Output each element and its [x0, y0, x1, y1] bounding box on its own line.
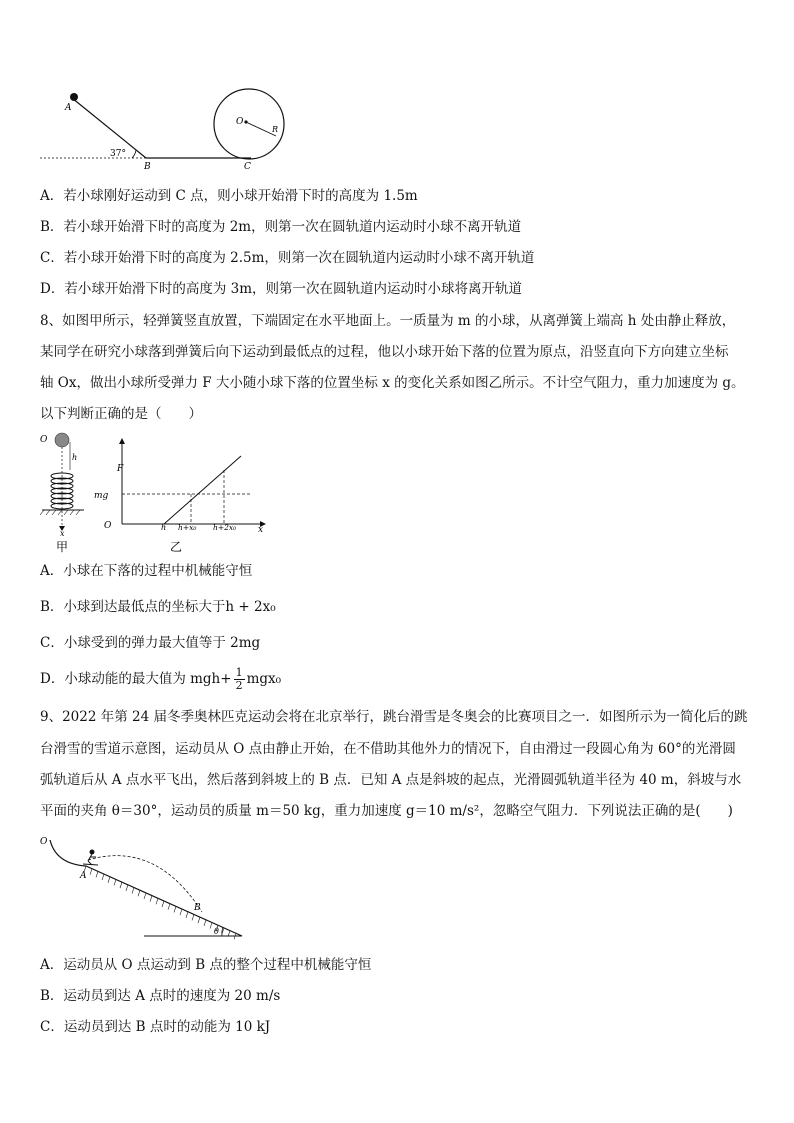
q8-option-c: C．小球受到的弹力最大值等于 2mg — [40, 635, 261, 651]
q8-option-d — [40, 664, 281, 694]
yi-caption: 乙 — [170, 540, 183, 554]
skier-icon — [83, 850, 98, 865]
slope-hatch — [204, 920, 206, 926]
q9-option-b: B．运动员到达 A 点时的速度为 20 m/s — [40, 988, 281, 1004]
ski-jump-figure — [36, 830, 248, 942]
q8-stem-line-4: 以下判断正确的是（ ） — [40, 406, 202, 422]
q8-option-b: B．小球到达最低点的坐标大于h + 2x₀ — [40, 599, 276, 615]
q8-stem-line-2: 某同学在研究小球落到弹簧后向下运动到最低点的过程，他以小球开始下落的位置为原点，沿竖直向下方向建立坐标 — [40, 344, 729, 360]
slope-hatch — [114, 879, 116, 885]
yi-tick-h: h — [161, 523, 167, 532]
q8-option-d-prefix: D．小球动能的最大值为 mgh+ — [40, 671, 232, 687]
ski-label-theta: θ — [214, 927, 219, 936]
jia-label-h: h — [72, 453, 78, 462]
jia-caption: 甲 — [56, 540, 69, 554]
label-A: A — [65, 103, 72, 113]
angle-label: 37° — [110, 149, 126, 159]
q8-stem-line-1: 8、如图甲所示，轻弹簧竖直放置，下端固定在水平地面上。一质量为 m 的小球，从离弹簧上端高 h 处由静止释放， — [40, 313, 736, 329]
yi-label-mg: mg — [94, 491, 109, 501]
ski-label-B: B — [194, 903, 201, 913]
label-O: O — [236, 117, 244, 127]
fraction-one-half — [234, 667, 245, 692]
incline-loop-figure — [36, 80, 296, 170]
label-R: R — [272, 125, 279, 134]
q8-stem-line-3: 轴 Ox，做出小球所受弹力 F 大小随小球下落的位置坐标 x 的变化关系如图乙所示。不计空气阻力，重力加速度为 g。 — [40, 375, 745, 391]
q7-option-c: C．若小球开始滑下时的高度为 2.5m，则第一次在圆轨道内运动时小球不离开轨道 — [40, 250, 535, 266]
q9-stem-line-1: 9、2022 年第 24 届冬季奥林匹克运动会将在北京举行，跳台滑雪是冬奥会的比赛项目之一．如图所示为一简化后的跳 — [40, 709, 748, 725]
q9-stem-line-4: 平面的夹角 θ＝30°，运动员的质量 m＝50 kg，重力加速度 g＝10 m/s²，忽略空气阻力．下列说法正确的是( ) — [40, 803, 733, 819]
q8-option-a: A．小球在下落的过程中机械能守恒 — [40, 563, 253, 579]
slope-hatch — [192, 914, 194, 920]
slope-hatch — [174, 906, 176, 912]
q9-option-c: C．运动员到达 B 点时的动能为 10 kJ — [40, 1019, 271, 1035]
jia-label-x: x — [60, 529, 65, 538]
slope-hatch — [120, 882, 122, 888]
slope-hatch — [168, 904, 170, 910]
force-line — [164, 456, 241, 524]
q8-option-d-suffix: mgx₀ — [246, 671, 282, 687]
yi-label-O: O — [104, 521, 112, 531]
slope-hatch — [150, 896, 152, 902]
slope-hatch — [210, 923, 212, 929]
jia-label-O: O — [40, 435, 48, 445]
q9-option-a: A．运动员从 O 点运动到 B 点的整个过程中机械能守恒 — [40, 957, 372, 973]
q9-stem-line-3: 弧轨道后从 A 点水平飞出，然后落到斜坡上的 B 点．已知 A 点是斜坡的起点，光滑圆弧轨道半径为 40 m，斜坡与水 — [40, 772, 742, 788]
q9-stem-line-2: 台滑雪的雪道示意图，运动员从 O 点由静止开始，在不借助其他外力的情况下，自由滑过一段圆心角为 60°的光滑圆 — [40, 741, 736, 757]
slope-hatch — [96, 871, 98, 877]
q7-option-b: B．若小球开始滑下时的高度为 2m，则第一次在圆轨道内运动时小球不离开轨道 — [40, 219, 522, 235]
label-B: B — [144, 162, 151, 172]
slope-hatch — [186, 912, 188, 918]
slope-hatch — [138, 890, 140, 896]
q7-option-d: D．若小球开始滑下时的高度为 3m，则第一次在圆轨道内运动时小球将离开轨道 — [40, 281, 523, 297]
slope-hatch — [144, 893, 146, 899]
force-position-graph-yi — [94, 436, 270, 554]
slope-hatch — [162, 901, 164, 907]
label-C: C — [244, 162, 251, 172]
q7-option-a: A．若小球刚好运动到 C 点，则小球开始滑下时的高度为 1.5m — [40, 188, 418, 204]
spring-figure-jia — [36, 430, 96, 554]
slope-hatch — [198, 917, 200, 923]
slope-hatch — [108, 877, 110, 883]
slope-hatch — [156, 898, 158, 904]
yi-label-F: F — [117, 464, 124, 474]
fraction-numerator: 1 — [235, 666, 243, 679]
slope-hatch — [102, 874, 104, 880]
yi-label-x: x — [258, 525, 264, 535]
yi-tick-h-x0: h+x₀ — [178, 523, 197, 532]
ski-label-O: O — [40, 837, 48, 847]
slope-hatch — [180, 909, 182, 915]
slope-hatch — [90, 869, 92, 875]
fraction-denominator: 2 — [235, 679, 243, 692]
yi-tick-h-2x0: h+2x₀ — [213, 523, 237, 532]
slope-hatch — [132, 888, 134, 894]
ski-label-A: A — [80, 871, 87, 881]
slope-hatch — [126, 885, 128, 891]
